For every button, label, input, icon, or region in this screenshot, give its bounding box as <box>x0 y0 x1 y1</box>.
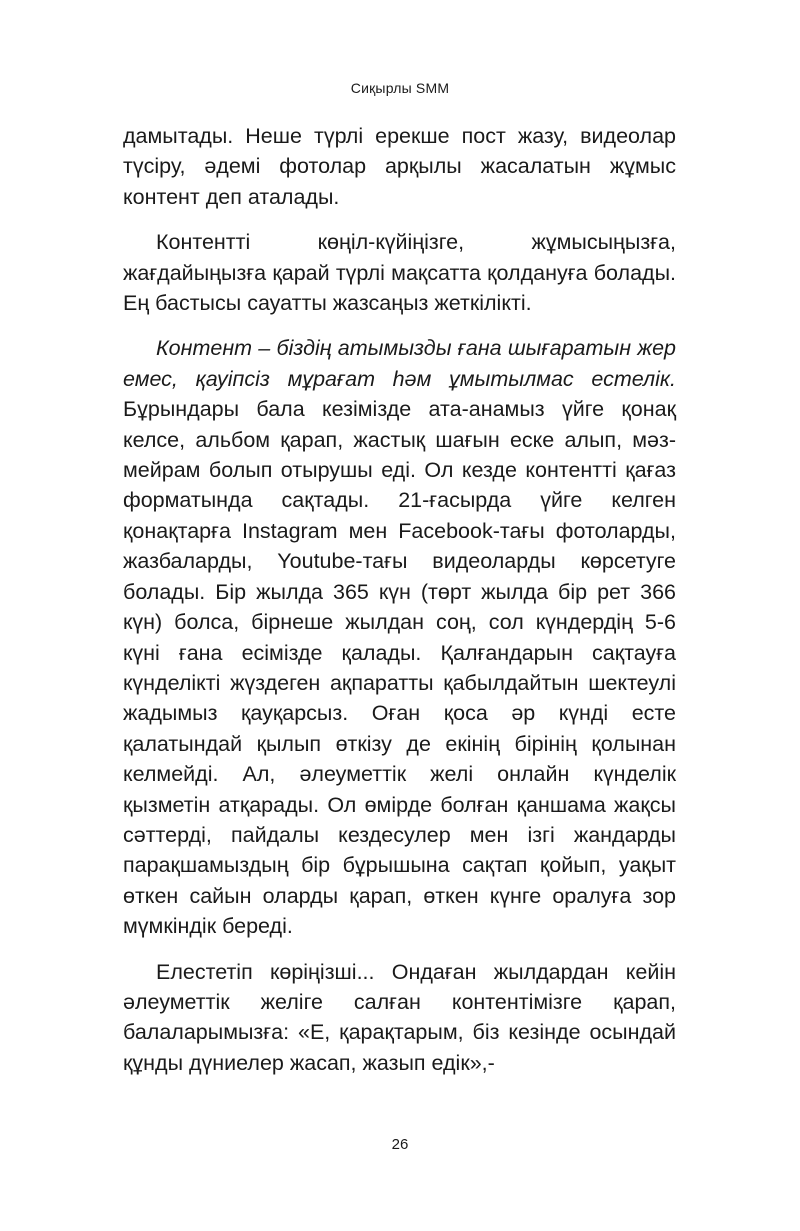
paragraph-text: Контентті көңіл-күйіңізге, жұмысыңызға, жағдайыңызға қарай түрлі мақсатта қолдануға болады. Ең бастысы сауатты жазсаңыз жеткілікті. <box>123 230 676 316</box>
paragraph-text: Елестетіп көріңізші... Ондаған жылдардан кейін әлеуметтік желіге салған контентімізге қарап, балаларымызға: «Е, қарақтарым, біз кезінде осындай құнды дүниелер жасап, жазып едік»,- <box>123 959 676 1075</box>
page-number: 26 <box>391 1136 409 1153</box>
paragraph-continuation <box>123 121 676 212</box>
paragraph-text: Бұрындары бала кезімізде ата-анамыз үйге қонақ келсе, альбом қарап, жастық шағын еске алып, мәз-мейрам болып отырушы еді. Ол кезде контентті қағаз форматында сақтады. 21-ғасырда үйге келген қонақтарға Instagram мен Facebook-тағы фотоларды, жазбаларды, Youtube-тағы видеоларды көрсетуге болады. Бір жылда 365 күн (төрт жылда бір рет 366 күн) болса, бірнеше жылдан соң, сол күндердің 5-6 күні ғана есімізде қалады. Қалғандарын сақтауға күнделікті жүздеген ақпаратты қабылдайтын шектеулі жадымыз қауқарсыз. Оған қоса әр күнді есте қалатындай қылып өткізу де екінің бірінің қолынан келмейді. Ал, әлеуметтік желі онлайн күнделік қызметін атқарады. Ол өмірде болған қаншама жақсы сәттерді, пайдалы кездесулер мен ізгі жандарды парақшамыздың бір бұрышына сақтап қойып, уақыт өткен сайын оларды қарап, өткен күнге оралуға зор мүмкіндік береді. <box>123 397 676 939</box>
paragraph <box>123 227 676 318</box>
paragraph-text: дамытады. Неше түрлі ерекше пост жазу, видеолар түсіру, әдемі фотолар арқылы жасалатын жұмыс контент деп аталады. <box>123 124 676 209</box>
running-header: Сиқырлы SMM <box>350 80 450 96</box>
page-body <box>123 121 676 1078</box>
paragraph <box>123 957 676 1079</box>
italic-quote: Контент – біздің атымызды ғана шығаратын жер емес, қауіпсіз мұрағат һәм ұмытылмас естелік. <box>123 336 676 391</box>
paragraph <box>123 333 676 941</box>
